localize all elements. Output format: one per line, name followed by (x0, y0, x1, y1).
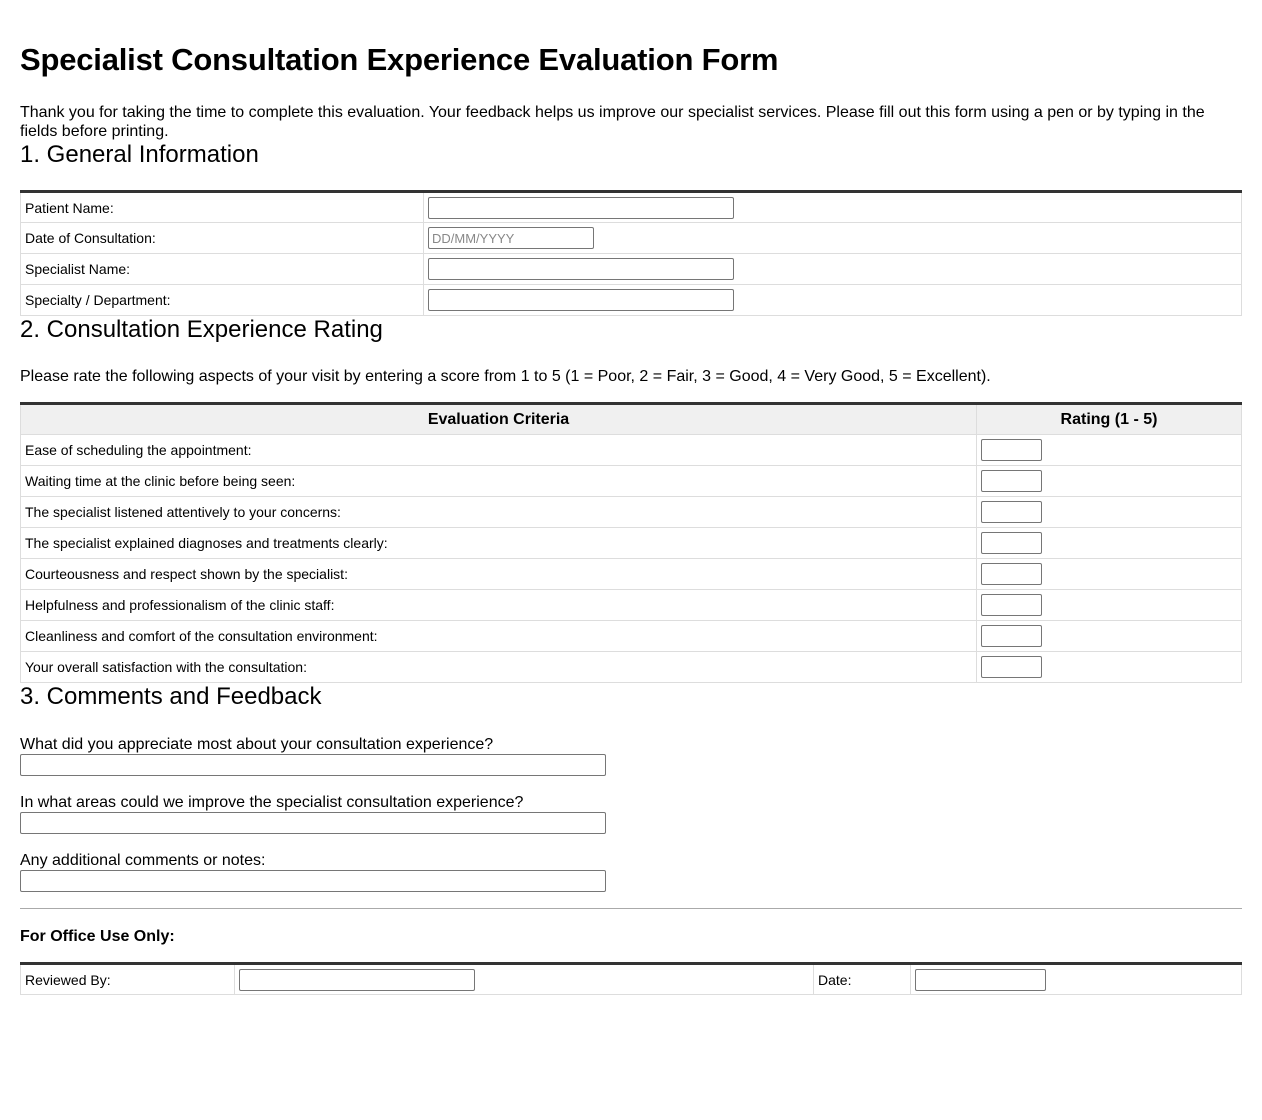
office-date-cell (911, 964, 1242, 995)
scheduling-rating-input[interactable] (981, 439, 1042, 461)
table-row (21, 652, 1242, 683)
additional-comments-input[interactable] (20, 870, 606, 892)
improvement-areas-label: In what areas could we improve the specialist consultation experience? (20, 794, 524, 811)
specialist-name-label: Specialist Name: (21, 254, 424, 285)
rating-cell (977, 466, 1242, 497)
criteria-label: Helpfulness and professionalism of the clinic staff: (21, 590, 977, 621)
table-row (21, 497, 1242, 528)
explanation-rating-input[interactable] (981, 532, 1042, 554)
additional-comments-label: Any additional comments or notes: (20, 852, 266, 869)
reviewed-by-label: Reviewed By: (21, 964, 235, 995)
specialist-name-cell (424, 254, 1242, 285)
office-date-label: Date: (814, 964, 911, 995)
improvement-areas-input[interactable] (20, 812, 606, 834)
criteria-column-header: Evaluation Criteria (21, 404, 977, 435)
specialty-department-input[interactable] (428, 289, 734, 311)
specialty-department-label: Specialty / Department: (21, 285, 424, 316)
staff-rating-input[interactable] (981, 594, 1042, 616)
rating-cell (977, 497, 1242, 528)
reviewed-by-input[interactable] (239, 969, 475, 991)
rating-cell (977, 590, 1242, 621)
table-row (21, 559, 1242, 590)
general-information-table (20, 190, 1242, 316)
appreciated-most-label: What did you appreciate most about your consultation experience? (20, 736, 494, 753)
table-row (21, 466, 1242, 497)
appreciated-most-input[interactable] (20, 754, 606, 776)
table-row (21, 590, 1242, 621)
patient-name-cell (424, 192, 1242, 223)
intro-text: Thank you for taking the time to complete this evaluation. Your feedback helps us improve our specialist services. Please fill out this form using a pen or by typing in the fields before printing. (20, 104, 1205, 140)
comments-heading: 3. Comments and Feedback (20, 683, 322, 710)
table-row (21, 528, 1242, 559)
patient-name-label: Patient Name: (21, 192, 424, 223)
rating-cell (977, 559, 1242, 590)
rating-table (20, 402, 1242, 683)
consultation-date-cell (424, 223, 1242, 254)
table-row (21, 435, 1242, 466)
listening-rating-input[interactable] (981, 501, 1042, 523)
office-use-heading: For Office Use Only: (20, 928, 175, 945)
table-row (21, 223, 1242, 254)
specialty-department-cell (424, 285, 1242, 316)
consultation-date-label: Date of Consultation: (21, 223, 424, 254)
criteria-label: Waiting time at the clinic before being seen: (21, 466, 977, 497)
comment-block (20, 735, 1242, 776)
criteria-label: Ease of scheduling the appointment: (21, 435, 977, 466)
general-information-heading: 1. General Information (20, 141, 259, 168)
waiting-time-rating-input[interactable] (981, 470, 1042, 492)
patient-name-input[interactable] (428, 197, 734, 219)
rating-cell (977, 652, 1242, 683)
reviewed-by-cell (235, 964, 814, 995)
table-row (21, 254, 1242, 285)
criteria-label: Cleanliness and comfort of the consultation environment: (21, 621, 977, 652)
table-row (21, 192, 1242, 223)
rating-cell (977, 435, 1242, 466)
overall-satisfaction-rating-input[interactable] (981, 656, 1042, 678)
courtesy-rating-input[interactable] (981, 563, 1042, 585)
criteria-label: Courteousness and respect shown by the specialist: (21, 559, 977, 590)
rating-heading: 2. Consultation Experience Rating (20, 316, 383, 343)
table-row (21, 964, 1242, 995)
cleanliness-rating-input[interactable] (981, 625, 1042, 647)
specialist-name-input[interactable] (428, 258, 734, 280)
comment-block (20, 793, 1242, 834)
criteria-label: Your overall satisfaction with the consultation: (21, 652, 977, 683)
criteria-label: The specialist explained diagnoses and treatments clearly: (21, 528, 977, 559)
rating-instructions: Please rate the following aspects of your visit by entering a score from 1 to 5 (1 = Poor, 2 = Fair, 3 = Good, 4 = Very Good, 5 = Excellent). (20, 368, 991, 385)
table-row (21, 621, 1242, 652)
page-title: Specialist Consultation Experience Evaluation Form (20, 42, 779, 77)
comment-block (20, 851, 1242, 892)
office-date-input[interactable] (915, 969, 1046, 991)
office-use-table (20, 962, 1242, 995)
consultation-date-input[interactable] (428, 227, 594, 249)
rating-cell (977, 621, 1242, 652)
rating-column-header: Rating (1 - 5) (977, 404, 1242, 435)
section-divider (20, 908, 1242, 909)
table-row (21, 285, 1242, 316)
criteria-label: The specialist listened attentively to your concerns: (21, 497, 977, 528)
rating-table-header (21, 404, 1242, 435)
rating-cell (977, 528, 1242, 559)
